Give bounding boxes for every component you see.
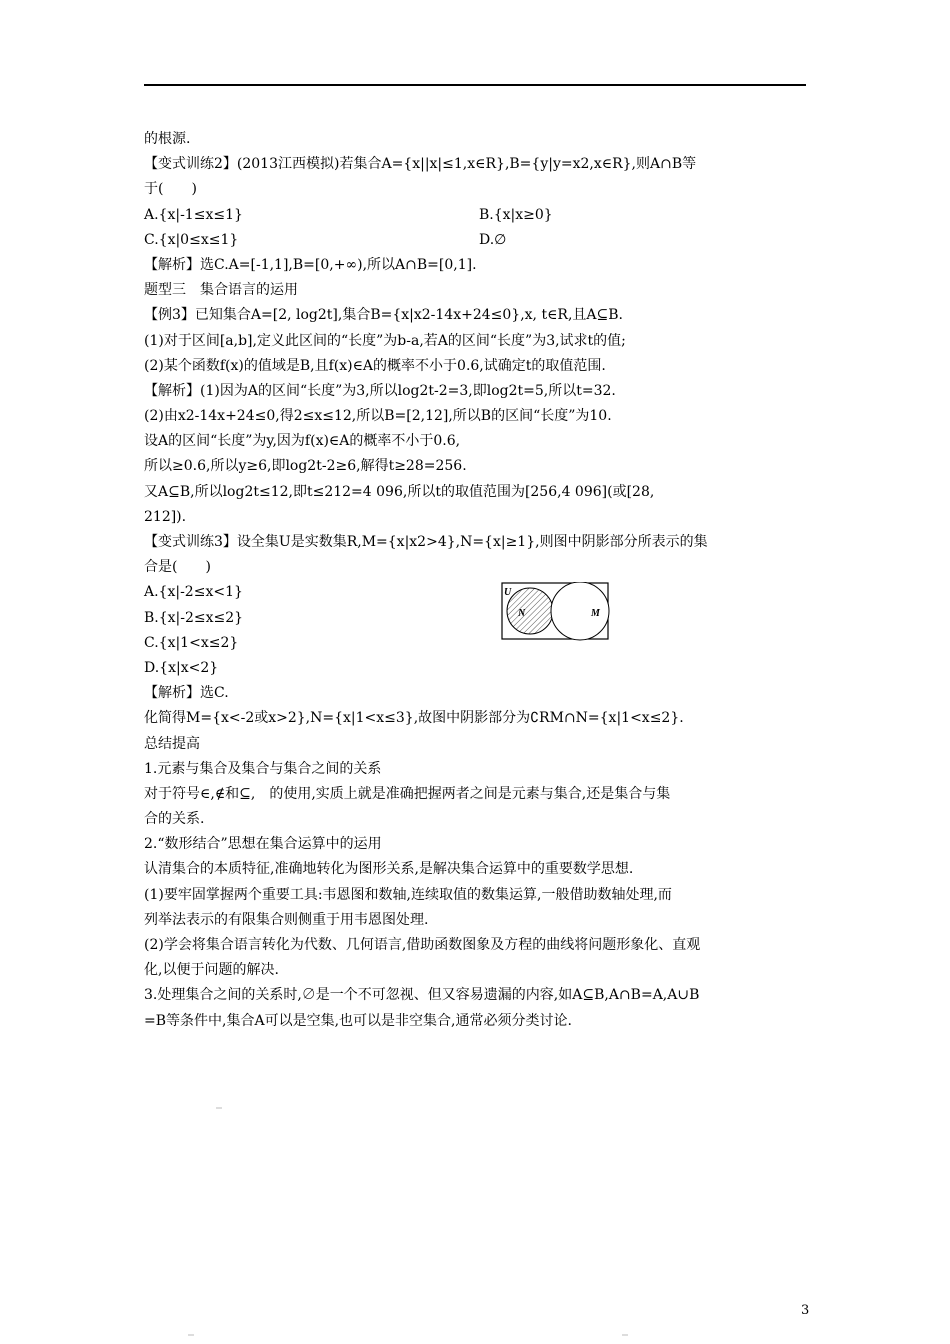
- scan-speck: [216, 1107, 222, 1109]
- text-line: (2)学会将集合语言转化为代数、几何语言,借助函数图象及方程的曲线将问题形象化、直观: [144, 937, 701, 953]
- venn-diagram: [501, 582, 611, 642]
- text-line: 212]).: [144, 508, 187, 525]
- text-line: 认清集合的本质特征,准确地转化为图形关系,是解决集合运算中的重要数学思想.: [144, 861, 634, 878]
- text-line: (1)要牢固掌握两个重要工具:韦恩图和数轴,连续取值的数集运算,一般借助数轴处理,而: [144, 886, 672, 903]
- page-number: 3: [801, 1303, 810, 1318]
- solution-line: 【解析】选C.A=[-1,1],B=[0,+∞),所以A∩B=[0,1].: [144, 256, 477, 273]
- text-line: 设A的区间“长度”为y,因为f(x)∈A的概率不小于0.6,: [144, 433, 461, 450]
- option-d: D.{x|x<2}: [144, 659, 219, 676]
- set-n-circle: [507, 588, 553, 634]
- solution-line: 【解析】(1)因为A的区间“长度”为3,所以log2t-2=3,即log2t=5,所以t=32.: [144, 382, 616, 399]
- scan-speck: [188, 1334, 194, 1336]
- text-line: 又A⊆B,所以log2t≤12,即t≤212=4 096,所以t的取值范围为[256,4 096](或[28,: [144, 483, 655, 500]
- text-line: 3.处理集合之间的关系时,∅是一个不可忽视、但又容易遗漏的内容,如A⊆B,A∩B=A,A∪B: [144, 987, 700, 1004]
- section-heading: 总结提高: [144, 735, 200, 752]
- text-line: 化简得M={x<-2或x>2},N={x|1<x≤3},故图中阴影部分为∁RM∩N={x|1<x≤2}.: [144, 710, 684, 727]
- text-line: (1)对于区间[a,b],定义此区间的“长度”为b-a,若A的区间“长度”为3,试求t的值;: [144, 332, 626, 349]
- text-line: 合是( ): [144, 559, 211, 576]
- option-d: D.∅: [479, 231, 507, 248]
- options-row: [144, 203, 806, 228]
- document-body: [144, 127, 806, 1034]
- label-n: N: [518, 608, 526, 620]
- label-u: U: [504, 587, 512, 599]
- example-3-question: 【例3】已知集合A=[2, log2t],集合B={x|x2-14x+24≤0},x, t∈R,且A⊆B.: [144, 307, 624, 324]
- option-c: C.{x|1<x≤2}: [144, 634, 239, 651]
- text-line: 所以≥0.6,所以y≥6,即log2t-2≥6,解得t≥28=256.: [144, 458, 467, 475]
- text-line: =B等条件中,集合A可以是空集,也可以是非空集合,通常必须分类讨论.: [144, 1012, 572, 1029]
- scan-speck: [622, 1334, 628, 1336]
- option-a: A.{x|-1≤x≤1}: [144, 206, 243, 223]
- text-line: (2)由x2-14x+24≤0,得2≤x≤12,所以B=[2,12],所以B的区间“长度”为10.: [144, 408, 612, 425]
- text-line: 对于符号∈,∉和⊆, 的使用,实质上就是准确把握两者之间是元素与集合,还是集合与集: [144, 785, 671, 802]
- text-line: 合的关系.: [144, 811, 205, 828]
- option-a: A.{x|-2≤x<1}: [144, 584, 243, 601]
- set-m-circle: [551, 582, 609, 640]
- solution-line: 【解析】选C.: [144, 685, 229, 702]
- options-row: [144, 228, 806, 253]
- text-line: 于( ): [144, 181, 197, 198]
- text-line: 2.“数形结合”思想在集合运算中的运用: [144, 836, 382, 853]
- text-line: (2)某个函数f(x)的值域是B,且f(x)∈A的概率不小于0.6,试确定t的取值范围.: [144, 357, 606, 374]
- option-b: B.{x|-2≤x≤2}: [144, 609, 244, 626]
- text-line: 化,以便于问题的解决.: [144, 962, 279, 979]
- text-line: 的根源.: [144, 131, 191, 147]
- label-m: M: [591, 608, 600, 620]
- exercise-2-question: 【变式训练2】(2013江西模拟)若集合A={x||x|≤1,x∈R},B={y|y=x2,x∈R},则A∩B等: [144, 156, 697, 173]
- text-line: 1.元素与集合及集合与集合之间的关系: [144, 760, 382, 777]
- section-heading: 题型三 集合语言的运用: [144, 282, 298, 299]
- text-line: 列举法表示的有限集合则侧重于用韦恩图处理.: [144, 911, 429, 928]
- option-b: B.{x|x≥0}: [479, 206, 553, 223]
- header-rule: [144, 84, 806, 86]
- options-with-diagram: [144, 580, 806, 681]
- option-c: C.{x|0≤x≤1}: [144, 231, 239, 248]
- exercise-3-question: 【变式训练3】设全集U是实数集R,M={x|x2>4},N={x|≥1},则图中阴影部分所表示的集: [144, 534, 708, 550]
